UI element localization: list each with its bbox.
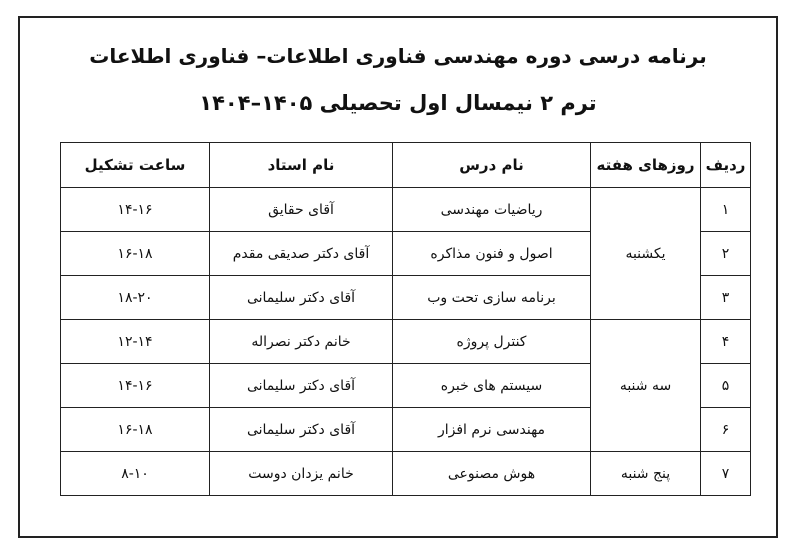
teacher-name: آقای حقایق [210,188,393,232]
teacher-name: آقای دکتر سلیمانی [210,364,393,408]
course-name: مهندسی نرم افزار [393,408,591,452]
teacher-name: آقای دکتر سلیمانی [210,408,393,452]
row-number: ۷ [701,452,751,496]
course-name: کنترل پروژه [393,320,591,364]
document-subtitle: ترم ۲ نیمسال اول تحصیلی ۱۴۰۵–۱۴۰۴ [199,91,597,115]
course-name: اصول و فنون مذاکره [393,232,591,276]
teacher-name: خانم یزدان دوست [210,452,393,496]
session-time: ۱۴-۱۶ [61,188,210,232]
header-row-number: ردیف [701,143,751,188]
header-teacher-name: نام استاد [210,143,393,188]
row-number: ۶ [701,408,751,452]
row-number: ۵ [701,364,751,408]
course-name: ریاضیات مهندسی [393,188,591,232]
table-header-row [61,143,751,188]
session-time: ۸-۱۰ [61,452,210,496]
weekday-cell: پنج شنبه [591,452,701,496]
teacher-name: خانم دکتر نصراله [210,320,393,364]
weekday-cell: یکشنبه [591,188,701,320]
session-time: ۱۸-۲۰ [61,276,210,320]
table-row [61,320,751,364]
header-session-time: ساعت تشکیل [61,143,210,188]
session-time: ۱۶-۱۸ [61,408,210,452]
header-course-name: نام درس [393,143,591,188]
header-weekday: روزهای هفته [591,143,701,188]
table-row [61,452,751,496]
row-number: ۴ [701,320,751,364]
row-number: ۳ [701,276,751,320]
weekday-cell: سه شنبه [591,320,701,452]
schedule-table [60,142,751,496]
document-title: برنامه درسی دوره مهندسی فناوری اطلاعات– فناوری اطلاعات [89,44,707,68]
course-name: سیستم های خبره [393,364,591,408]
course-name: برنامه سازی تحت وب [393,276,591,320]
row-number: ۲ [701,232,751,276]
teacher-name: آقای دکتر سلیمانی [210,276,393,320]
teacher-name: آقای دکتر صدیقی مقدم [210,232,393,276]
session-time: ۱۲-۱۴ [61,320,210,364]
course-name: هوش مصنوعی [393,452,591,496]
table-row [61,188,751,232]
session-time: ۱۴-۱۶ [61,364,210,408]
document-page [18,16,778,538]
session-time: ۱۶-۱۸ [61,232,210,276]
row-number: ۱ [701,188,751,232]
